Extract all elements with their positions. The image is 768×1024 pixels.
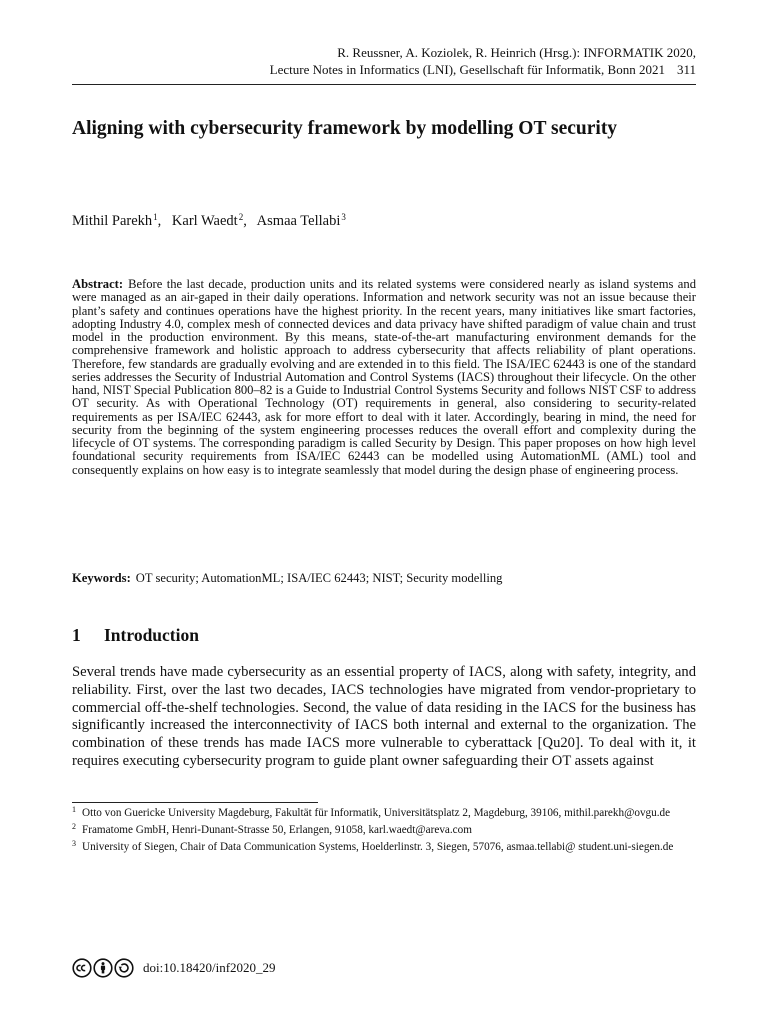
keywords-text: OT security; AutomationML; ISA/IEC 62443; NIST; Security modelling xyxy=(135,571,503,585)
footnote xyxy=(72,840,698,854)
section-heading xyxy=(72,624,199,646)
author-mark: 2 xyxy=(238,212,244,222)
abstract-text: Before the last decade, production units and its related systems were considered nearly as island systems and were managed as an air-gaped in their daily operations. Information and network security was not an issue because their plant’s safety and continues operations have the highest priority. In the recent years, many initiatives like smart factories, adopting Industry 4.0, complex mesh of connected devices and data privacy have shifted paradigm of value chain and trust model in the production environment. By this means, state-of-the-art manufacturing environment demands for the comprehensive framework and holistic approach to address cybersecurity that affects reliability of plant operations. Therefore, few standards are gradually evolving and are extended in to this field. The ISA/IEC 62443 is one of the standard series addresses the Security of Industrial Automation and Control Systems (IACS) throughout their lifecycle. On the other hand, NIST Special Publication 800–82 is a Guide to Industrial Control Systems Security and follows NIST CSF to address OT security. As with Operational Technology (OT) requirements in general, also considering to security-related requirements as per ISA/IEC 62443, ask for more effort to deal with it later. Accordingly, bearing in mind, the need for security from the beginning of the system engineering processes reduces the overall effort and complexity during the lifecycle of OT systems. The corresponding paradigm is called Security by Design. This paper proposes on how high level foundational security requirements from ISA/IEC 62443 can be modelled using AutomationML (AML) tool and consequently explains on how easy is to integrate seamlessly that model during the design phase of engineering process. xyxy=(72,277,696,477)
keywords-label: Keywords: xyxy=(72,571,131,585)
author-name: Asmaa Tellabi xyxy=(256,213,341,229)
header-line-2-text: Lecture Notes in Informatics (LNI), Gesellschaft für Informatik, Bonn 2021 xyxy=(269,62,665,77)
section-title: Introduction xyxy=(104,625,199,645)
footnote xyxy=(72,823,698,837)
section-number: 1 xyxy=(72,625,81,645)
page-number: 311 xyxy=(676,62,696,77)
footnote-rule xyxy=(72,802,318,803)
by-attribution-icon xyxy=(93,958,113,978)
footnote-text: Framatome GmbH, Henri-Dunant-Strasse 50, Erlangen, 91058, karl.waedt@areva.com xyxy=(82,824,472,836)
author-mark: 1 xyxy=(153,212,158,222)
keywords xyxy=(72,571,696,586)
header-line-2 xyxy=(136,61,696,78)
author-separator: , xyxy=(157,213,162,229)
footnote-mark: 2 xyxy=(72,822,76,831)
cc-icon xyxy=(72,958,92,978)
doi-line xyxy=(72,958,276,978)
paper-title: Aligning with cybersecurity framework by modelling OT security xyxy=(72,118,618,139)
cc-license-badge xyxy=(72,958,135,978)
author-name: Mithil Parekh xyxy=(72,213,153,229)
footnote-text: Otto von Guericke University Magdeburg, Fakultät für Informatik, Universitätsplatz 2, Magdeburg, 39106, mithil.parekh@ovgu.de xyxy=(82,807,671,819)
footnote-text: University of Siegen, Chair of Data Communication Systems, Hoelderlinstr. 3, Siegen, 57076, asmaa.tellabi@ student.uni-siegen.de xyxy=(82,841,674,853)
header-line-1: R. Reussner, A. Koziolek, R. Heinrich (Hrsg.): INFORMATIK 2020, xyxy=(337,45,696,60)
doi-text: doi:10.18420/inf2020_29 xyxy=(143,960,276,975)
footnote xyxy=(72,806,698,820)
author-mark: 3 xyxy=(341,212,346,222)
abstract xyxy=(72,278,696,477)
author-separator: , xyxy=(243,213,247,229)
footnotes xyxy=(72,806,698,857)
sa-share-alike-icon xyxy=(114,958,134,978)
author-name: Karl Waedt xyxy=(171,213,238,229)
abstract-label: Abstract: xyxy=(72,277,124,291)
footnote-mark: 3 xyxy=(72,839,76,848)
running-header xyxy=(136,44,696,78)
intro-paragraph: Several trends have made cybersecurity as an essential property of IACS, along with safety, integrity, and reliability. First, over the last two decades, IACS technologies have migrated from vendor-proprietary to commercial off-the-shelf technologies. Second, the value of data residing in the IACS for the business has significantly increased the interconnectivity of IACS both internal and external to the organization. The combination of these trends has made IACS more vulnerable to cyberattack [Qu20]. To deal with it, it requires executing cybersecurity program to guide plant owner safeguarding their OT assets against xyxy=(72,664,696,769)
author-list xyxy=(72,208,346,230)
header-rule xyxy=(72,84,696,85)
footnote-mark: 1 xyxy=(72,805,76,814)
